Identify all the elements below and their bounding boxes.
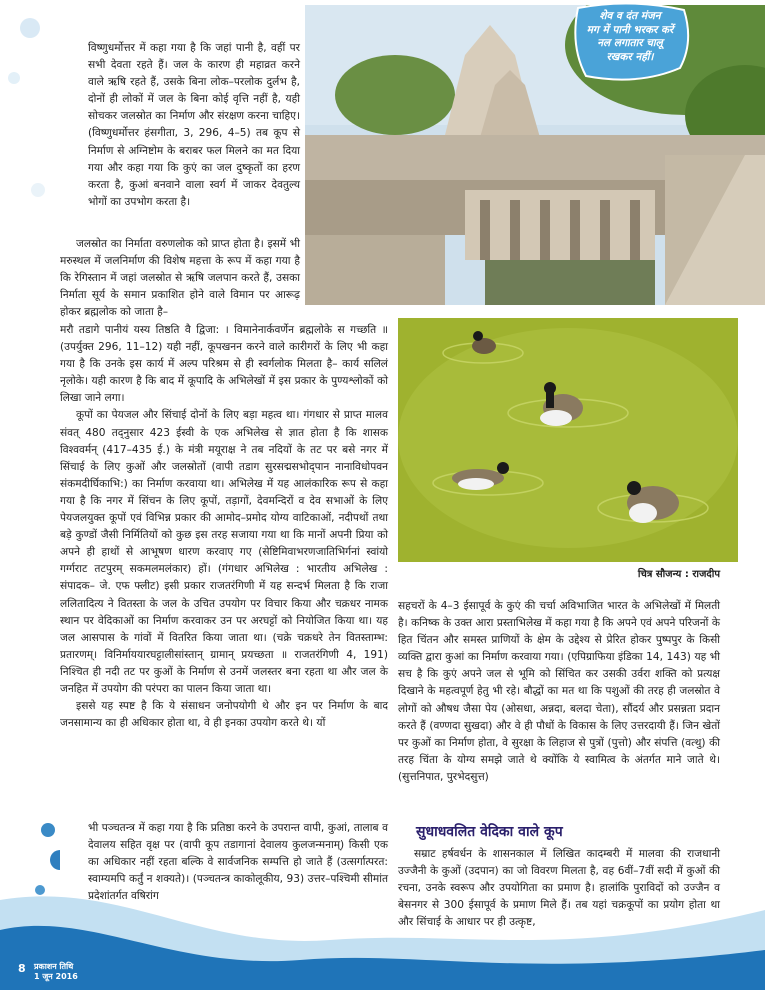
paragraph: जलस्रोत का निर्माता वरुणलोक को प्राप्त होता है। इसमें भी मरुस्थल में जलनिर्माण की विशेष महत्ता के रूप में कहा गया है कि रेगिस्तान में जहां जलस्रोत से ऋषि जलपान करते हैं, उसका निर्माता सूर्य के समान प्रकाशित होने वाले विमान पर आरूढ़ होकर ब्रह्मलोक को जाता है– bbox=[60, 238, 300, 319]
publication-date: 1 जून 2016 bbox=[34, 971, 78, 981]
water-wave-decoration bbox=[0, 840, 765, 990]
publication-label: प्रकाशन तिथि bbox=[34, 962, 74, 971]
paragraph: सम्राट हर्षवर्धन के शासनकाल में लिखित कादम्बरी में मालवा की राजधानी उज्जैनी के कुओं (उदपान) का जो विवरण मिलता है, वह 6वीं–7वीं सदी में कुओं की रचना, उनके स्वरूप और उपयोगिता का प्रमाण है। हालांकि पुराविदों को उज्जैन व बेसनगर से 300 ईसापूर्व के प्रमाण मिले हैं। तब यहां चक्रकूपों का प्रयोग होता था और सिंचाई के आधार पर ही उत्कृष्ट, bbox=[398, 848, 720, 929]
callout-line-4: रखकर नहीं। bbox=[606, 50, 654, 63]
paragraph: मरौ तडागे पानीयं यस्य तिष्ठति वै द्विजा: । विमानेनार्कवर्णेन ब्रह्मलोके स गच्छति ॥ (उपर्युक्त 296, 11–12) यही नहीं, कूपखनन करने वाले कारीगरों के लिए भी कहा गया है कि उनके इस कार्य में अल्प परिश्रम से ही स्वर्गलोक मिलता है– कार्य सलिलं नृलोके। यही कारण है कि बाद में कूपादि के अभिलेखों में इस प्रकार के पुण्यश्लोकों को लिखा जाने लगा। bbox=[60, 324, 388, 405]
publication-info bbox=[34, 962, 78, 981]
page-number: 8 bbox=[18, 962, 26, 975]
photo-caption: चित्र सौजन्य : राजदीप bbox=[637, 569, 720, 580]
column-left-mid bbox=[60, 236, 300, 321]
paragraph: भी पञ्चतन्त्र में कहा गया है कि प्रतिष्ठा करने के उपरान्त वापी, कुआं, तालाब व देवालय सहित वृक्ष पर (वापी कूप तडागानां देवालय कुलजन्मनाम्) किसी एक का अधिकार नहीं रहता बल्कि वे सार्वजनिक सम्पत्ति हो जाते हैं (उत्सर्गात्परत: स्वाम्यमपि कर्तुं न शक्यते)। (पञ्चतन्त्र काकोलूकीय, 93) उत्तर–पश्चिमी सीमांत प्रदेशांतर्गत वषिरांग bbox=[88, 822, 388, 903]
callout-line-2: मग में पानी भरकर करें bbox=[586, 23, 674, 36]
callout-line-3: नल लगातार चालू bbox=[597, 37, 663, 49]
column-right bbox=[398, 598, 720, 786]
callout-text bbox=[574, 10, 686, 64]
lapwing-birds-photo bbox=[398, 318, 738, 562]
stepwell-temple-photo bbox=[305, 5, 765, 305]
column-left-top bbox=[60, 40, 300, 211]
paragraph: इससे यह स्पष्ट है कि ये संसाधन जनोपयोगी थे और इन पर निर्माण के बाद जनसामान्य का ही अधिकार होता था, वे ही इनका उपयोग करते थे। यों bbox=[60, 700, 388, 730]
callout-line-1: शेव व दंत मंजन bbox=[599, 10, 661, 22]
paragraph: विष्णुधर्मोत्तर में कहा गया है कि जहां पानी है, वहीं पर सभी देवता रहते हैं। जल के कारण ही महाव्रत करने वाले ऋषि रहते हैं, उसके बिना लोक–परलोक दुर्लभ है, दोनों ही लोकों में जल के बिना कोई वृत्ति नहीं है, यही सोचकर जलस्रोत का निर्माण और संरक्षण करना चाहिए। (विष्णुधर्मोत्तर हंसगीता, 3, 296, 4–5) तब कूप से निर्माण से अग्निष्टोम के बराबर फल मिलने का मत दिया गया और कहा गया कि कुएं का जल दुष्कृतों का हरण करता है, कुआं बनवाने वाला स्वर्ग में जाकर देवतुल्य भोगों का उपभोग करता है। bbox=[88, 42, 300, 208]
paragraph: सहचरों के 4–3 ईसापूर्व के कुएं की चर्चा अविभाजित भारत के अभिलेखों में मिलती है। कनिष्क के उक्त आरा प्रस्ताभिलेख में कहा गया है कि अपने एवं अपने परिजनों के हित चिंतन और समस्त प्राणियों के क्षेम के उद्देश्य से प्रेरित होकर पुष्पपुर के किसी व्यक्ति द्वारा कुआं का निर्माण करवाया गया। (एपिग्राफिया इंडिका 14, 143) यह भी सच है कि कुएं अपने जल से भूमि को सिंचित कर उसकी उर्वरा शक्ति को प्रत्यक्ष दिखाने के महत्वपूर्ण हेतु भी रहे। बौद्धों का मत था कि पशुओं की तरह ही जलस्रोत वे लोगों को औषध जैसा पेय (ओसधा, अन्नदा, बलदा चेता), सौंदर्य और प्रसन्नता प्रदान करते हैं (वण्णदा सुखदा) और वे ही पौधों के विकास के लिए उत्तरदायी हैं। जिन खेतों पर कुओं का निर्माण होता, वे सुरक्षा के लिहाज से पुत्रों (पुत्तो) और संपत्ति (वत्थु) की तरह चिंता के योग्य समझे जाते थे क्योंकि ये स्वामित्व के अंतर्गत माने जाते थे। (सुत्तनिपात, पुरभेदसुत्त) bbox=[398, 600, 720, 783]
section-heading: सुधाधवलित वेदिका वाले कूप bbox=[416, 824, 563, 840]
column-left-wide bbox=[60, 322, 388, 732]
paragraph: कूपों का पेयजल और सिंचाई दोनों के लिए बड़ा महत्व था। गंगधार से प्राप्त मालव संवत् 480 तद्नुसार 423 ईस्वी के एक अभिलेख से ज्ञात होता है कि शासक विश्ववर्मन् (417–435 ई.) के मंत्री मयूराक्ष ने तब नदियों के तट पर बसे नगर में सिंचाई के लिए कुओं और जलस्रोतों (वापी तडाग सुरसद्मसभोद्पान नानाविधोपवन संकमदीर्घिकाभि:) का निर्माण करवाया था। अभिलेख में यह आलंकारिक रूप से कहा गया है कि नगर में सिंचन के लिए कूपों, तड़ागों, देवमन्दिरों व देव सभाओं के लिए पेयजलयुक्त कूपों एवं विभिन्न प्रकार की आमोद–प्रमोद योग्य वाटिकाओं, नदीपथों तथा बड़े कुण्डों जैसी निर्मितियों को कुछ इस तरह सजाया गया था कि मानों अपनी प्रिया को अपने ही हाथों से आभूषण धारण करवाए गए (सेष्टिमिवाभरणजातिभिर्गनां स्वांयो गर्ग्गराट तटपुरम् सकमलमलंकार) हों। (गंगधार अभिलेख : भारतीय अभिलेख : संपादक– जे. एफ फ्लीट) इसी प्रकार राजतरंगिणी में यह सन्दर्भ मिलता है कि राजा ललितादित्य ने वितस्ता के जल के उचित उपयोग पर विचार किया और चक्रधर नामक स्थान पर वेदिकाओं का निर्माण करवाकर उन पर अरघट्टों को नियोजित किया था। यह जल आसपास के गांवों में वितरित किया जाता था। (चक्रे चक्रधरे तेन वितस्ताम्भ: प्रतारणम्। विनिर्माययारघट्टालीसांस्तान् ग्रामान् प्रयच्छता ॥ राजतरंगिणी 4, 191) निश्चित ही नदी तट पर कुओं के निर्माण से उनमें जलस्तर बना रहता था और जल के जनहित में उपयोग की परंपरा का पालन किया जाता था। bbox=[60, 409, 388, 695]
